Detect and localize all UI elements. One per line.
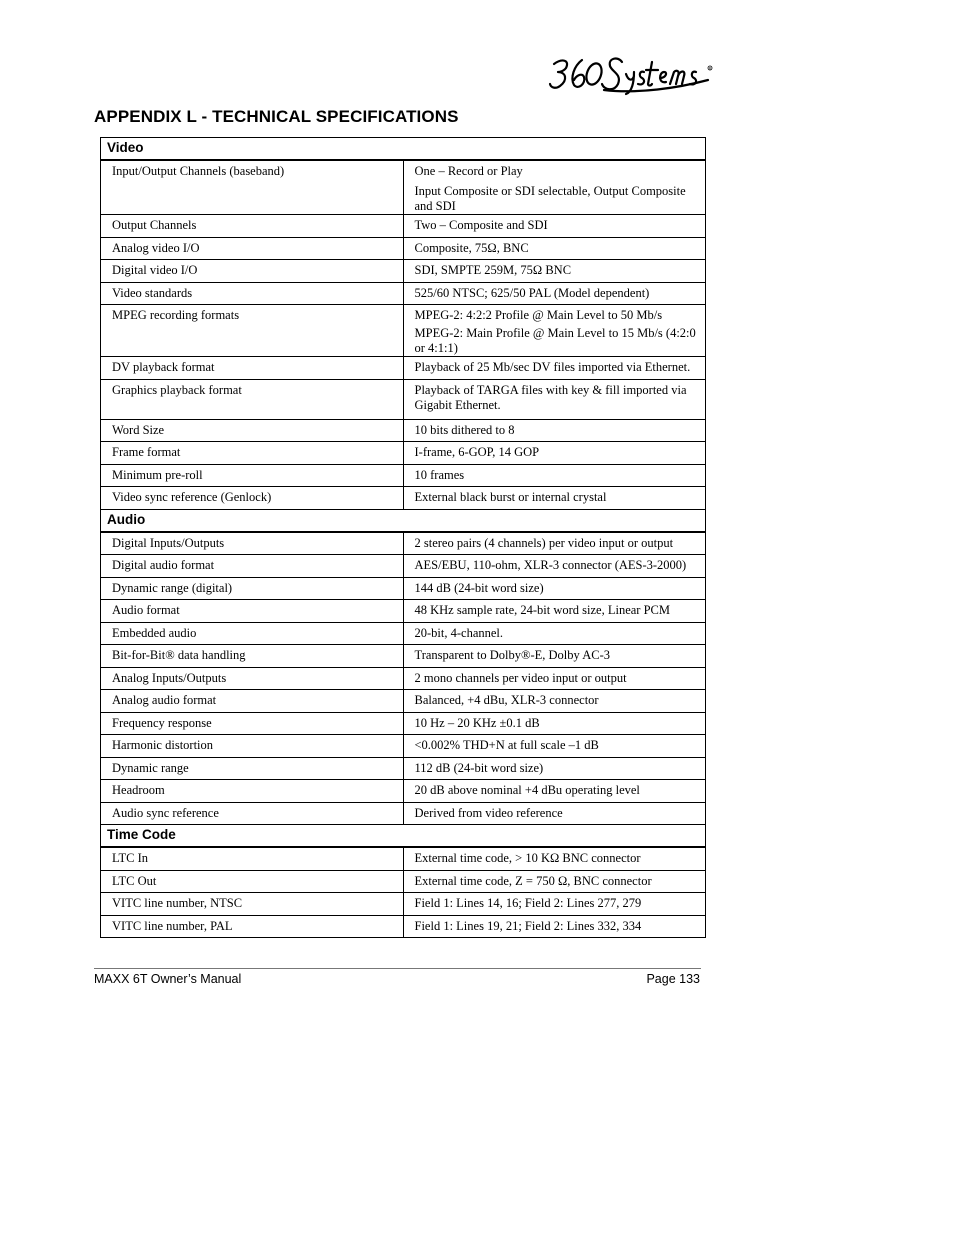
spec-value-line: Field 1: Lines 14, 16; Field 2: Lines 277, 279 [414,896,642,910]
table-row [101,757,706,780]
spec-label: DV playback format [101,357,404,380]
spec-value-line: External time code, > 10 KΩ BNC connector [414,851,641,865]
table-row [101,915,706,938]
spec-value-line: 48 KHz sample rate, 24-bit word size, Linear PCM [414,603,670,617]
table-row [101,622,706,645]
spec-label: Audio format [101,600,404,623]
table-row [101,237,706,260]
table-row [101,735,706,758]
table-row [101,600,706,623]
spec-value [403,915,706,938]
spec-value-line: MPEG-2: Main Profile @ Main Level to 15 Mb/s (4:2:0 or 4:1:1) [414,326,696,355]
spec-value [403,600,706,623]
spec-label: Dynamic range (digital) [101,577,404,600]
section-title: Time Code [101,825,706,848]
spec-value [403,305,706,357]
spec-value [403,555,706,578]
spec-value [403,260,706,283]
spec-value [403,215,706,238]
spec-label: Dynamic range [101,757,404,780]
spec-value-line: Balanced, +4 dBu, XLR-3 connector [414,693,599,707]
section-header [101,825,706,848]
spec-value [403,735,706,758]
spec-value-line: Playback of TARGA files with key & fill imported via Gigabit Ethernet. [414,382,687,412]
table-row [101,870,706,893]
spec-value-line: SDI, SMPTE 259M, 75Ω BNC [414,263,572,277]
spec-value [403,847,706,870]
spec-value [403,893,706,916]
spec-label: LTC In [101,847,404,870]
spec-label: VITC line number, NTSC [101,893,404,916]
spec-label: Input/Output Channels (baseband) [101,160,404,215]
table-row [101,532,706,555]
spec-label: Bit-for-Bit® data handling [101,645,404,668]
spec-value-line: Two – Composite and SDI [414,218,548,232]
spec-value-line: Derived from video reference [414,805,563,820]
spec-value-line: Field 1: Lines 19, 21; Field 2: Lines 332, 334 [414,918,642,933]
spec-label: Video sync reference (Genlock) [101,487,404,510]
spec-value-line: 144 dB (24-bit word size) [414,580,544,595]
spec-value-line: External black burst or internal crystal [414,490,607,504]
table-row [101,464,706,487]
footer-divider [94,968,701,969]
table-row [101,555,706,578]
table-row [101,160,706,215]
footer-page-number: Page 133 [646,972,700,986]
spec-value [403,577,706,600]
spec-label: Digital Inputs/Outputs [101,532,404,555]
spec-label: Analog Inputs/Outputs [101,667,404,690]
spec-label: Frame format [101,442,404,465]
spec-value-line: 10 bits dithered to 8 [414,422,515,437]
spec-value [403,487,706,510]
footer-manual-title: MAXX 6T Owner’s Manual [94,972,242,986]
spec-value [403,160,706,215]
360-systems-logo-icon [548,50,718,96]
spec-value [403,802,706,825]
table-row [101,802,706,825]
spec-value-line: Input Composite or SDI selectable, Output Composite and SDI [414,184,686,213]
spec-value-line: <0.002% THD+N at full scale –1 dB [414,738,599,752]
spec-value-line: Playback of 25 Mb/sec DV files imported via Ethernet. [414,360,691,374]
spec-value [403,237,706,260]
spec-label: LTC Out [101,870,404,893]
spec-label: Graphics playback format [101,379,404,419]
spec-label: Output Channels [101,215,404,238]
table-row [101,379,706,419]
spec-value-line: 112 dB (24-bit word size) [414,760,544,775]
table-row [101,712,706,735]
spec-label: Minimum pre-roll [101,464,404,487]
spec-value [403,667,706,690]
section-title: Video [101,138,706,161]
section-header [101,138,706,161]
table-row [101,260,706,283]
spec-value [403,464,706,487]
spec-label: Video standards [101,282,404,305]
spec-value [403,442,706,465]
spec-label: Analog audio format [101,690,404,713]
spec-label: VITC line number, PAL [101,915,404,938]
spec-label: Digital audio format [101,555,404,578]
spec-value-line: 2 stereo pairs (4 channels) per video input or output [414,535,674,550]
table-row [101,667,706,690]
spec-value-line: One – Record or Play [414,164,523,178]
spec-value [403,419,706,442]
spec-value [403,282,706,305]
table-row [101,442,706,465]
spec-value-line: I-frame, 6-GOP, 14 GOP [414,445,540,459]
spec-value-line: 525/60 NTSC; 625/50 PAL (Model dependent) [414,285,650,300]
spec-label: MPEG recording formats [101,305,404,357]
spec-value-line: 10 frames [414,467,465,482]
spec-value [403,645,706,668]
section-header [101,509,706,532]
specifications-table [100,137,706,938]
table-row [101,893,706,916]
table-row [101,282,706,305]
spec-value [403,622,706,645]
spec-value [403,780,706,803]
section-title: Audio [101,509,706,532]
table-row [101,357,706,380]
table-row [101,305,706,357]
spec-value-line: Transparent to Dolby®-E, Dolby AC-3 [414,648,610,662]
spec-label: Embedded audio [101,622,404,645]
spec-label: Frequency response [101,712,404,735]
company-logo [548,50,718,96]
table-row [101,419,706,442]
spec-label: Word Size [101,419,404,442]
spec-label: Headroom [101,780,404,803]
spec-value [403,532,706,555]
svg-text:R: R [708,66,712,71]
spec-value [403,712,706,735]
spec-label: Digital video I/O [101,260,404,283]
spec-value [403,870,706,893]
spec-value-line: MPEG-2: 4:2:2 Profile @ Main Level to 50 Mb/s [414,308,663,322]
spec-value-line: AES/EBU, 110-ohm, XLR-3 connector (AES-3-2000) [414,558,687,572]
table-row [101,780,706,803]
spec-value-line: 20 dB above nominal +4 dBu operating level [414,783,640,797]
spec-value [403,757,706,780]
table-row [101,690,706,713]
spec-label: Analog video I/O [101,237,404,260]
table-row [101,847,706,870]
spec-value [403,690,706,713]
spec-value [403,357,706,380]
spec-value-line: 2 mono channels per video input or output [414,670,627,685]
spec-value-line: External time code, Z = 750 Ω, BNC connector [414,873,652,888]
table-row [101,215,706,238]
spec-label: Harmonic distortion [101,735,404,758]
page-title: APPENDIX L - TECHNICAL SPECIFICATIONS [94,107,459,126]
spec-value-line: Composite, 75Ω, BNC [414,240,529,255]
spec-value-line: 10 Hz – 20 KHz ±0.1 dB [414,715,540,730]
table-row [101,487,706,510]
table-row [101,577,706,600]
spec-value [403,379,706,419]
spec-label: Audio sync reference [101,802,404,825]
table-row [101,645,706,668]
spec-value-line: 20-bit, 4-channel. [414,625,504,640]
